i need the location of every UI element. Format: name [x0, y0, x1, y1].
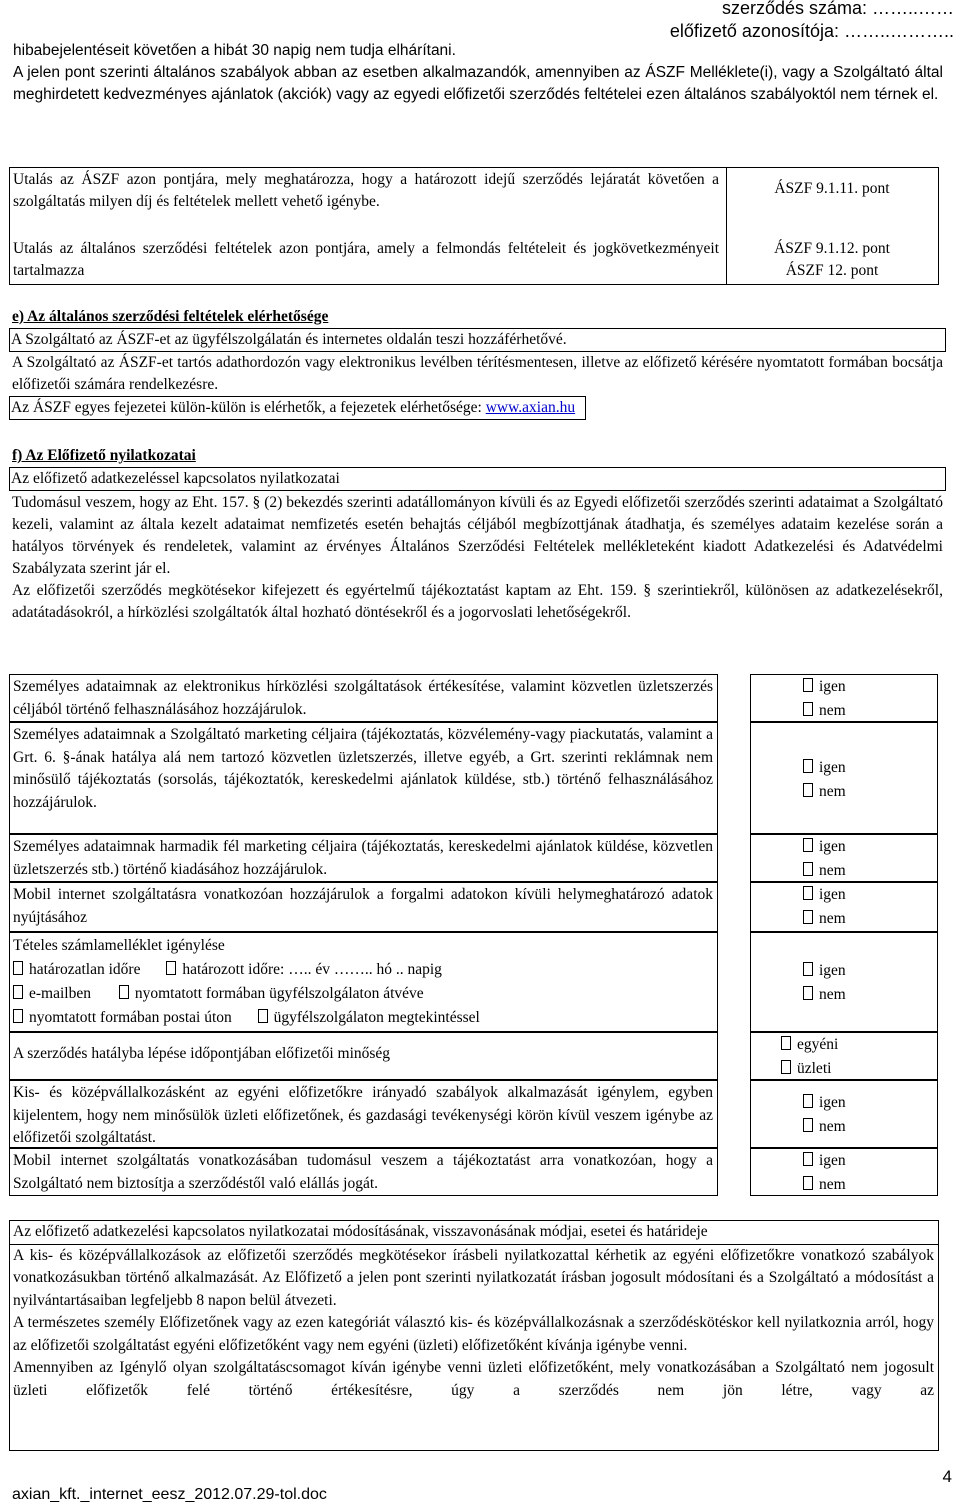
- consent-4-text: Mobil internet szolgáltatásra vonatkozóan hozzájárulok a forgalmi adatokon kívüli helymeghatározó adatok nyújtásához: [9, 882, 718, 932]
- section-f-subheading: Az előfizető adatkezeléssel kapcsolatos nyilatkozatai: [9, 467, 946, 491]
- modification-box: [9, 1220, 939, 1451]
- consent-2-no[interactable]: nem: [803, 780, 937, 804]
- billing-indefinite[interactable]: határozatlan időre: [13, 961, 140, 978]
- billing-box: [9, 932, 718, 1032]
- section-e-line3-text: Az ÁSZF egyes fejezetei külön-külön is elérhetők, a fejezetek elérhetősége:: [11, 399, 486, 416]
- checkbox-icon: [803, 678, 813, 692]
- consent-2-options: [750, 722, 938, 834]
- checkbox-icon: [803, 702, 813, 716]
- modification-para-3: Amennyiben az Igénylő olyan szolgáltatáscsomagot kíván igénybe venni üzleti előfizetőként, mely vonatkozásában a Szolgáltató nem jogosult üzleti előfizetők felé történő értékesítésre, úgy a szerződés nem jön létre, vagy az: [13, 1359, 934, 1399]
- contract-number: szerződés száma: ……..……: [721, 0, 954, 18]
- status-text: A szerződés hatályba lépése időpontjában előfizetői minőség: [9, 1032, 718, 1080]
- page-number: 4: [942, 1467, 952, 1486]
- billing-yes[interactable]: igen: [803, 959, 937, 983]
- data-handling-paragraph: Tudomásul veszem, hogy az Eht. 157. § (2) bekezdés szerinti adatállományon kívüli és az Egyedi előfizetői szerződés szerinti adataimat a Szolgáltató kezeli, valamint az általa kezelt adataimat nemfizetés esetén behajtás céljából megbízottjának átadhatja, és személyes adataim kezelése során a hatályos törvények és rendeletek, valamint az érvényes Általános Szerződési Feltételek mellékleteként kiadott Adatkezelési és Adatvédelmi Szabályzata szerint jár el.: [12, 494, 943, 577]
- checkbox-icon: [803, 862, 813, 876]
- checkbox-icon: [13, 985, 23, 999]
- ref2-point-1: ÁSZF 9.1.12. pont: [774, 240, 890, 257]
- consent-3-text: Személyes adataimnak harmadik fél marketing céljaira (tájékoztatás, kereskedelmi ajánlatok küldése, közvetlen üzletszerzés stb.) történő kiadásához hozzájárulok.: [9, 834, 718, 882]
- checkbox-icon: [13, 1009, 23, 1023]
- status-business[interactable]: üzleti: [781, 1057, 937, 1081]
- ref2-point-2: ÁSZF 12. pont: [785, 262, 879, 279]
- sme-options: [750, 1080, 938, 1148]
- axian-link[interactable]: www.axian.hu: [485, 399, 576, 416]
- checkbox-icon: [803, 759, 813, 773]
- consent-1-options: [750, 674, 938, 722]
- checkbox-icon: [258, 1009, 268, 1023]
- checkbox-icon: [781, 1060, 791, 1074]
- ref-table: [9, 167, 939, 285]
- billing-printed-post[interactable]: nyomtatott formában postai úton: [13, 1009, 232, 1026]
- billing-options: [750, 932, 938, 1032]
- section-e-line1: A Szolgáltató az ÁSZF-et az ügyfélszolgálatán és internetes oldalán teszi hozzáférhetővé.: [9, 328, 946, 352]
- intro-paragraph: A jelen pont szerinti általános szabályok abban az esetben alkalmazandók, amennyiben az ÁSZF Melléklete(i), vagy a Szolgáltató által meghirdetett kedvezményes ajánlatok (akciók) vagy az egyedi előfizetői szerződés feltételei ezen általános szabályoktól nem térnek el.: [13, 64, 943, 103]
- status-individual[interactable]: egyéni: [781, 1033, 937, 1057]
- modification-para-1: A kis- és középvállalkozások az előfizetői szerződés megkötésekor írásbeli nyilatkozattal kérhetik az egyéni előfizetőkre vonatkozó szabályok vonatkozásukban történő alkalmazását. Az Előfizető a jelen pont szerinti nyilatkozatát írásban jogosult módosítani és a Szolgáltató a módosítást a nyilvántartásaiban legfeljebb 8 napon belül átvezeti.: [13, 1246, 934, 1309]
- modification-para-2: A természetes személy Előfizetőnek vagy az ezen kategóriát választó kis- és középvállalkozásnak a szerződéskötéskor kell nyilatkoznia arról, hogy az előfizetői szolgáltatást egyéni előfizetőként vagy nem egyéni (üzleti) előfizetőként kívánja igénybe venni.: [13, 1314, 934, 1354]
- consent-3-yes[interactable]: igen: [803, 835, 937, 859]
- checkbox-icon: [119, 985, 129, 999]
- consent-4-yes[interactable]: igen: [803, 883, 937, 907]
- intro-line: hibabejelentéseit követően a hibát 30 napig nem tudja elhárítani.: [13, 42, 456, 59]
- sme-text: Kis- és középvállalkozásként az egyéni előfizetőkre irányadó szabályok alkalmazását igénylem, egyben kijelentem, hogy nem minősülök üzleti előfizetőnek, és gazdasági tevékenységi körön kívül veszem igénybe az előfizetői szolgáltatást.: [9, 1080, 718, 1148]
- consent-3-options: [750, 834, 938, 882]
- billing-no[interactable]: nem: [803, 983, 937, 1007]
- checkbox-icon: [803, 838, 813, 852]
- section-e-heading: e) Az általános szerződési feltételek elérhetősége: [12, 308, 329, 325]
- consent-2-text: Személyes adataimnak a Szolgáltató marketing céljaira (tájékoztatás, közvélemény-vagy piackutatás, valamint a Grt. 6. §-ának hatálya alá nem tartozó közvetlen üzletszerzés, illetve egyéb, a Grt. szerinti reklámnak nem minősülő tájékoztatás (sorsolás, tájékoztatók, kereskedelmi ajánlatok küldése, stb.) történő felhasználásához hozzájárulok.: [9, 722, 718, 834]
- section-e-line3: [9, 396, 586, 420]
- checkbox-icon: [803, 962, 813, 976]
- modification-title: Az előfizető adatkezelési kapcsolatos nyilatkozatai módosításának, visszavonásának módjai, esetei és határideje: [10, 1221, 938, 1245]
- billing-email[interactable]: e-mailben: [13, 985, 91, 1002]
- checkbox-icon: [781, 1036, 791, 1050]
- billing-title: Tételes számlamelléklet igénylése: [13, 937, 225, 954]
- checkbox-icon: [803, 1118, 813, 1132]
- consent-1-no[interactable]: nem: [803, 699, 937, 723]
- checkbox-icon: [803, 1094, 813, 1108]
- consent-3-no[interactable]: nem: [803, 859, 937, 883]
- checkbox-icon: [803, 783, 813, 797]
- information-paragraph: Az előfizetői szerződés megkötésekor kifejezett és egyértelmű tájékoztatást kaptam az Eht. 159. § szerintiekről, különösen az adatkezelésekről, adatátadásokról, a hírközlési szolgáltatók által hozható döntésekről és a jogorvoslati lehetőségekről.: [12, 582, 943, 621]
- subscriber-id: előfizető azonosítója: ……..………..: [669, 21, 954, 41]
- status-options: [750, 1032, 938, 1080]
- checkbox-icon: [803, 886, 813, 900]
- checkbox-icon: [13, 961, 23, 975]
- ref1-point: ÁSZF 9.1.11. pont: [774, 180, 890, 197]
- section-e-paragraph: A Szolgáltató az ÁSZF-et tartós adathordozón vagy elektronikus levélben térítésmentesen, illetve az előfizető kérésére nyomtatott formában bocsátja előfizetői számára rendelkezésre.: [12, 354, 943, 393]
- checkbox-icon: [803, 910, 813, 924]
- sme-yes[interactable]: igen: [803, 1091, 937, 1115]
- checkbox-icon: [803, 1176, 813, 1190]
- billing-definite[interactable]: határozott időre: ….. év …….. hó .. napig: [166, 961, 442, 978]
- ref2-text: Utalás az általános szerződési feltételek azon pontjára, amely a felmondás feltételeit és jogkövetkezményeit tartalmazza: [13, 240, 719, 279]
- billing-printed-office[interactable]: nyomtatott formában ügyfélszolgálaton átvéve: [119, 985, 424, 1002]
- withdraw-no[interactable]: nem: [803, 1173, 937, 1197]
- consent-1-yes[interactable]: igen: [803, 675, 937, 699]
- checkbox-icon: [803, 986, 813, 1000]
- checkbox-icon: [166, 961, 176, 975]
- withdraw-yes[interactable]: igen: [803, 1149, 937, 1173]
- consent-1-text: Személyes adataimnak az elektronikus hírközlési szolgáltatások értékesítése, valamint közvetlen üzletszerzés céljából történő felhasználásához hozzájárulok.: [9, 674, 718, 722]
- checkbox-icon: [803, 1152, 813, 1166]
- section-f-heading: f) Az Előfizető nyilatkozatai: [12, 447, 196, 464]
- ref1-text: Utalás az ÁSZF azon pontjára, mely meghatározza, hogy a határozott idejű szerződés lejáratát követően a szolgáltatás milyen díj és feltételek mellett vehető igénybe.: [13, 171, 719, 210]
- withdraw-text: Mobil internet szolgáltatás vonatkozásában tudomásul veszem a tájékoztatást arra vonatkozóan, hogy a Szolgáltató nem biztosítja a szerződéstől való elállás jogát.: [9, 1148, 718, 1196]
- consent-4-options: [750, 882, 938, 932]
- sme-no[interactable]: nem: [803, 1115, 937, 1139]
- footer-filename: axian_kft._internet_eesz_2012.07.29-tol.doc: [12, 1486, 327, 1503]
- consent-2-yes[interactable]: igen: [803, 756, 937, 780]
- billing-office-view[interactable]: ügyfélszolgálaton megtekintéssel: [258, 1009, 480, 1026]
- consent-4-no[interactable]: nem: [803, 907, 937, 931]
- withdraw-options: [750, 1148, 938, 1196]
